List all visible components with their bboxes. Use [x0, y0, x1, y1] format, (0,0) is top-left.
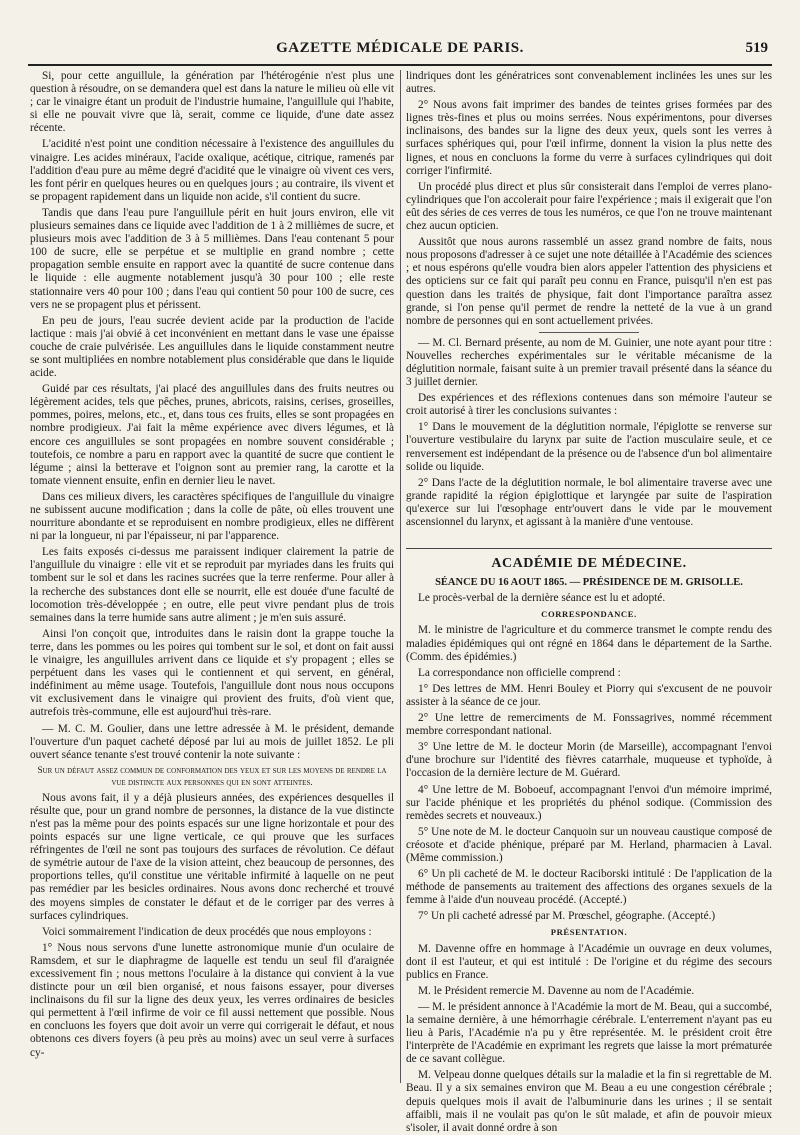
paragraph: M. le Président remercie M. Davenne au nom de l'Académie.	[418, 984, 695, 997]
paragraph: Tandis que dans l'eau pure l'anguillule périt en huit jours environ, elle vit plusieurs semaines dans ce liquide avec l'addition de 1 à 2 millièmes de sucre, et plusieurs mois avec l'addition de 3 à 5 millièmes. Dans l'eau contenant 5 pour 100 de sucre, elle se perpétue et se multiplie en grand nombre ; cette propagation semble ensuite en rapport avec la quantité de sucre contenue dans le liquide : elle augmente notablement jusqu'à 30 pour 100 ; elle reste stationnaire vers 40 pour 100 ; dans l'eau qui contient 50 pour 100 de sucre, ces vers ne se propagent plus et périssent.	[30, 206, 394, 311]
paragraph: M. Davenne offre en hommage à l'Académie un ouvrage en deux volumes, dont il est l'auteur, et qui est intitulé : De l'origine et du régime des secours publics en France.	[406, 942, 772, 981]
paragraph: M. Velpeau donne quelques détails sur la maladie et la fin si regrettable de M. Beau. Il y a six semaines environ que M. Beau a eu une congestion cérébrale ; depuis quelques mois il avait de l'albuminurie dans les urines ; il se sentait affaibli, mais il ne voulait pas qu'on le sût malade, et afin de pouvoir mieux s'isoler, il avait donné ordre à son	[406, 1069, 772, 1134]
paragraph: Nous avons fait, il y a déjà plusieurs années, des expériences desquelles il résulte que, pour un grand nombre de personnes, la distance de la vue distincte n'est pas la même pour des points espacés sur une ligne horizontale et pour des points espacés sur une ligne verticale, ce qui prouve que les surfaces réfringentes de l'œil ne sont pas toujours des surfaces de révolution. Ce défaut de symétrie autour de l'axe de la vision atteint, chez beaucoup de personnes, des proportions telles, qu'il constitue une véritable infirmité à laquelle on ne peut pas remédier par les besicles ordinaires. Nous avons donc recherché et trouvé des moyens simples de constater le défaut et de le corriger par des verres à surfaces cylindriques.	[30, 791, 394, 922]
paragraph: M. le ministre de l'agriculture et du commerce transmet le compte rendu des maladies épidémiques qui ont régné en 1864 dans le département de la Sarthe. (Comm. des épidémies.)	[406, 624, 772, 663]
paragraph: La correspondance non officielle comprend :	[418, 666, 621, 679]
paragraph: — M. le président annonce à l'Académie la mort de M. Beau, qui a succombé, la semaine dernière, à une hémorrhagie cérébrale. L'enterrement n'ayant pas eu lieu à Paris, l'Académie n'a pu y être représentée. M. le président croit être l'interprète de l'Académie en exprimant les regrets que laisse la mort prématurée de ce savant collègue.	[406, 1000, 772, 1066]
paragraph: Dans ces milieux divers, les caractères spécifiques de l'anguillule du vinaigre ne subissent aucune modification ; dans la colle de pâte, où elles trouvent une nourriture abondante et se reproduisent en nombre prodigieux, elles ne diffèrent ni par la longueur, ni par l'épaisseur, ni par l'apparence.	[30, 490, 394, 543]
paragraph: 2° Une lettre de remerciments de M. Fonssagrives, nommé récemment membre correspondant national.	[406, 712, 772, 738]
presentation-label: PRÉSENTATION.	[550, 927, 628, 938]
correspondance-label: CORRESPONDANCE.	[541, 609, 637, 620]
section-rule	[539, 332, 639, 333]
paragraph: lindriques dont les génératrices sont convenablement inclinées les unes sur les autres.	[406, 70, 772, 96]
paragraph: 7° Un pli cacheté adressé par M. Prœschel, géographe. (Accepté.)	[418, 910, 716, 923]
journal-title: GAZETTE MÉDICALE DE PARIS.	[276, 40, 524, 56]
seance-line: SÉANCE DU 16 AOUT 1865. — PRÉSIDENCE DE M. GRISOLLE.	[435, 577, 743, 589]
paragraph: Les faits exposés ci-dessus me paraissent indiquer clairement la patrie de l'anguillule du vinaigre : elle vit et se reproduit par myriades dans les fruits qui tombent sur le sol et dans les racines sucrées que la terre renferme. Pour aller à la recherche des substances dont elle se nourrit, elle est douée d'une faculté de locomotion très-développée ; en outre, elle peut vivre pendant plus de trois semaines dans la terre humide sans autre aliment ; je m'en suis assuré.	[30, 546, 394, 624]
paragraph: Guidé par ces résultats, j'ai placé des anguillules dans des fruits neutres ou légèrement acides, tels que pêches, prunes, abricots, raisins, cerises, groseilles, pommes, poires, melons, etc., et, dans tous ces fruits, elles se sont propagées en nombre prodigieux. J'ai fait la même expérience avec divers légumes, et là encore ces anguillules se sont propagées en nombre souvent considérable ; toutefois, ce nombre a paru en rapport avec la quantité de sucre que contient le légume ; ainsi la betterave et l'oignon sont au premier rang, la carotte et la tomate viennent ensuite, enfin en dernier lieu le navet.	[30, 383, 394, 487]
paragraph: 6° Un pli cacheté de M. le docteur Raciborski intitulé : De l'application de la méthode de pansements au traitement des affections des organes sexuels de la femme à l'aide d'un nouveau procédé. (Accepté.)	[406, 868, 772, 907]
paragraph: 4° Une lettre de M. Boboeuf, accompagnant l'envoi d'un mémoire imprimé, sur l'acide phénique et les propriétés du phénol sodique. (Commission des remèdes secrets et nouveaux.)	[406, 783, 772, 822]
paragraph: 5° Une note de M. le docteur Canquoin sur un nouveau caustique composé de créosote et d'acide phénique, préparé par M. Herland, pharmacien à Laval. (Même commission.)	[406, 825, 772, 864]
paragraph: 1° Des lettres de MM. Henri Bouley et Piorry qui s'excusent de ne pouvoir assister à la séance de ce jour.	[406, 682, 772, 708]
spacer	[406, 532, 772, 540]
right-column	[406, 70, 772, 1134]
paragraph: L'acidité n'est point une condition nécessaire à l'existence des anguillules du vinaigre. Les acides minéraux, l'acide oxalique, acétique, citrique, ramenés par l'addition d'eau pure au même degré d'acidité que le vinaigre où vivent ces vers, les font périr en quelques heures ou en quelques jours ; au contraire, ils vivent et se propagent rapidement dans un liquide non acide, s'il contient du sucre.	[30, 138, 394, 203]
note-heading: Sur un défaut assez commun de conformation des yeux et sur les moyens de rendre la vue distincte aux personnes qui en sont atteintes.	[37, 765, 387, 788]
section-title-academy: ACADÉMIE DE MÉDECINE.	[406, 548, 772, 570]
paragraph: Aussitôt que nous aurons rassemblé un assez grand nombre de faits, nous nous proposons d'adresser à ce sujet une note détaillée à l'Académie des sciences ; et nous espérons qu'elle voudra bien alors appeler l'attention des physiciens et des opticiens sur ce fait qui paraît peu connu en France, puisqu'il n'en est pas question dans les traités de physique, fait dont l'importance paraîtra assez grande, si l'on pense qu'il permet de rendre la netteté de la vue à un grand nombre de personnes qui en sont actuellement privées.	[406, 236, 772, 327]
page-number: 519	[745, 40, 768, 56]
paragraph: Un procédé plus direct et plus sûr consisterait dans l'emploi de verres plano-cylindriques que l'on accolerait pour faire l'expérience ; mais il exigerait que l'on eût des séries de ces verres de tous les numéros, ce que l'on ne trouve maintenant chez aucun opticien.	[406, 180, 772, 233]
paragraph: Voici sommairement l'indication de deux procédés que nous employons :	[42, 925, 372, 938]
paragraph: — M. C. M. Goulier, dans une lettre adressée à M. le président, demande l'ouverture d'un paquet cacheté déposé par lui au mois de juillet 1852. Le pli ouvert séance tenante s'est trouvé contenir la note suivante :	[30, 722, 394, 761]
paragraph: 3° Une lettre de M. le docteur Morin (de Marseille), accompagnant l'envoi d'une brochure sur l'identité des fièvres catarrhale, muqueuse et typhoïde, à l'occasion de la dernière lecture de M. Guérard.	[406, 741, 772, 780]
paragraph: Si, pour cette anguillule, la génération par l'hétérogénie n'est plus une question à résoudre, on se demandera quel est dans la nature le milieu où elle vit ; car le vinaigre étant un produit de l'industrie humaine, l'anguillule qui l'habite, si elle ne pouvait vivre que là, serait, comme ce liquide, d'une date assez récente.	[30, 70, 394, 135]
paragraph: — M. Cl. Bernard présente, au nom de M. Guinier, une note ayant pour titre : Nouvelles recherches expérimentales sur le véritable mécanisme de la déglutition normale, faisant suite à un premier travail présenté dans la séance du 3 juillet dernier.	[406, 336, 772, 389]
paragraph: En peu de jours, l'eau sucrée devient acide par la production de l'acide lactique : mais j'ai obvié à cet inconvénient en mettant dans le vase une épaisse couche de craie pulvérisée. Les anguillules dans le liquide constamment neutre se sont multipliées en nombre notablement plus considérable que dans le liquide acide.	[30, 314, 394, 380]
paragraph: 2° Nous avons fait imprimer des bandes de teintes grises formées par des lignes très-fines et plus ou moins serrées. Nous expérimentons, pour diverses inclinaisons, des bandes sur la ligne des deux yeux, quels sont les verres à surfaces sphériques qui, pour l'œil infirme, donnent la vision la plus nette des lignes, et nous en concluons la forme du verre à surfaces cylindriques qui doit corriger l'infirmité.	[406, 99, 772, 177]
left-column	[30, 70, 394, 1097]
paragraph: Ainsi l'on conçoit que, introduites dans le raisin dont la grappe touche la terre, dans les pommes ou les poires qui tombent sur le sol, et dont on fait aussi le vinaigre, les anguillules arrivent dans ce liquide et s'y propagent ; elles se perpétuent dans les vases qui le contiennent et qui servent, en général, indéfiniment au même usage. Toutefois, l'anguillule dont nous nous occupons vit exclusivement dans le vinaigre qui provient des fruits, d'où vient que, autrefois très-commune, elle est aujourd'hui très-rare.	[30, 627, 394, 719]
paragraph: Le procès-verbal de la dernière séance est lu et adopté.	[418, 592, 666, 605]
paragraph: 1° Nous nous servons d'une lunette astronomique munie d'un oculaire de Ramsdem, et sur le diaphragme de laquelle est tendu un seul fil d'araignée excessivement fin ; nous mettons l'oculaire à la distance qui convient à la vue distincte pour un œil bien organisé, et nous faisons essayer, pour diverses inclinaisons du fil sur la ligne des deux yeux, les verres ordinaires de besicles qui permettent à l'œil infirme de voir ce fil aussi nettement que possible. Nous en concluons les foyers que doit avoir un verre qui corrigerait le défaut, et nous obtenons ces divers foyers (à peu près au moins) avec un seul verre à surfaces cy-	[30, 941, 394, 1059]
paragraph: 2° Dans l'acte de la déglutition normale, le bol alimentaire traverse avec une grande rapidité la région épiglottique et laryngée par suite de l'aspiration qu'exerce sur lui l'œsophage entr'ouvert dans le vide par le mouvement ascensionnel du larynx, et agissant à la manière d'une ventouse.	[406, 476, 772, 528]
column-divider	[400, 70, 401, 1083]
paragraph: 1° Dans le mouvement de la déglutition normale, l'épiglotte se renverse sur l'ouverture vestibulaire du larynx par suite de l'action musculaire seule, et ce renversement est indépendant de la présence ou de l'absence d'un bol alimentaire solide ou liquide.	[406, 421, 772, 473]
paragraph: Des expériences et des réflexions contenues dans son mémoire l'auteur se croit autorisé à tirer les conclusions suivantes :	[406, 392, 772, 418]
page-header	[28, 38, 772, 66]
